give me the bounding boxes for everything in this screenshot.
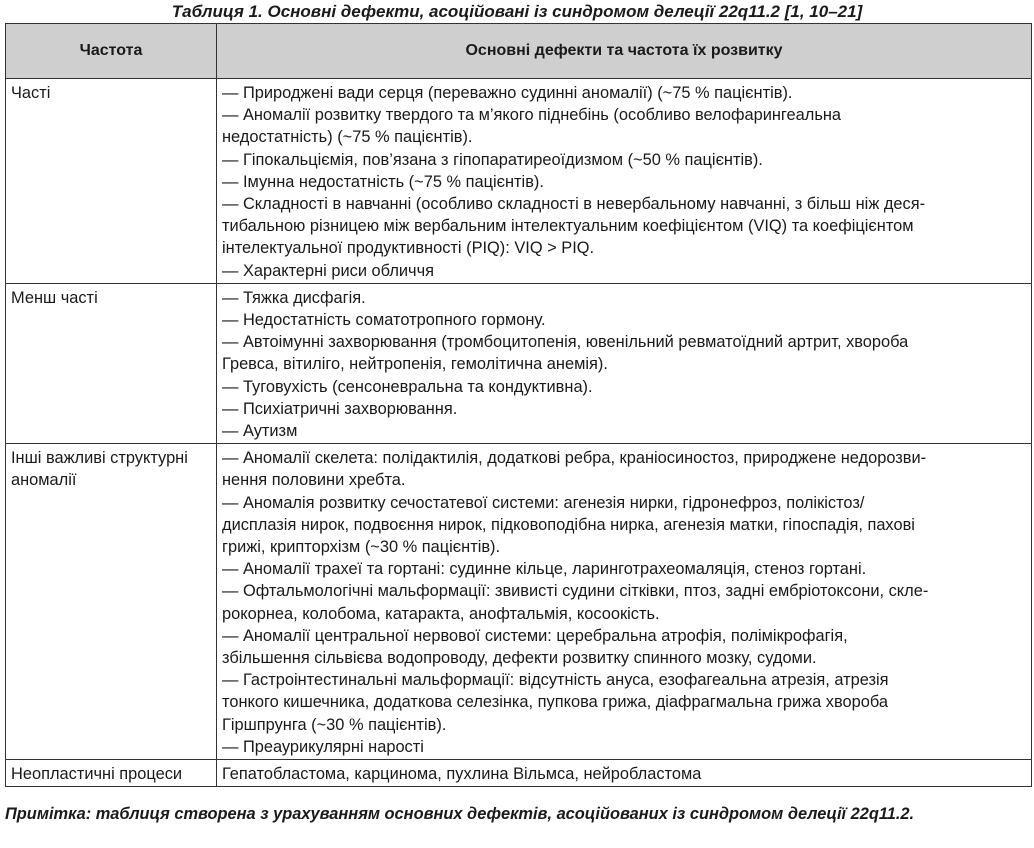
defect-line: тонкого кишечника, додаткова селезінка, пупкова грижа, діафрагмальна грижа хвороба [222,693,889,712]
defect-line: недостатність) (~75 % пацієнтів). [222,128,473,147]
defect-line: — Гіпокальціємія, пов’язана з гіпопаратиреоїдизмом (~50 % пацієнтів). [222,150,763,169]
defects-cell [217,79,1032,284]
frequency-label: Менш часті [11,288,98,307]
table-row [6,760,1032,787]
defects-cell [217,444,1032,760]
header-frequency: Частота [6,24,217,79]
defect-line: рокорнеа, колобома, катаракта, анофтальмія, косоокість. [222,604,660,623]
defect-line: Гепатобластома, карцинома, пухлина Вільмса, нейробластома [222,765,702,784]
defect-line: тибальною різницею між вербальним інтелектуальним коефіцієнтом (VIQ) та коефіцієнтом [222,217,914,236]
table-note: Примітка: таблиця створена з урахуванням основних дефектів, асоційованих із синдромом делеції 22q11.2. [5,805,915,823]
defect-line: — Аномалії трахеї та гортані: судинне кільце, ларинготрахеомаляція, стеноз гортані. [222,560,867,579]
defect-line: — Аутизм [222,422,298,441]
defect-line: — Тяжка дисфагія. [222,288,366,307]
defect-line: — Психіатричні захворювання. [222,399,458,418]
defect-line: — Природжені вади серця (переважно судинні аномалії) (~75 % пацієнтів). [222,84,793,102]
defect-line: — Аномалія розвитку сечостатевої системи: агенезія нирки, гідронефроз, полікістоз/ [222,493,865,512]
defect-line: — Недостатність соматотропного гормону. [222,311,546,330]
table-caption: Таблиця 1. Основні дефекти, асоційовані із синдромом делеції 22q11.2 [1, 10–21] [171,2,863,21]
table-row [6,283,1032,443]
defect-line: — Преаурикулярні наростi [222,737,424,756]
table-header-row [6,24,1032,79]
defect-line: — Складності в навчанні (особливо складності в невербальному навчанні, з більш ніж деся- [222,195,926,214]
defect-line: Гревса, вітиліго, нейтропенія, гемолітична анемія). [222,355,608,374]
defect-line: — Характерні риси обличчя [222,261,434,280]
defect-line: нення половини хребта. [222,471,406,490]
defect-line: інтелектуальної продуктивності (PIQ): VIQ > PIQ. [222,239,595,258]
defect-line: — Імунна недостатність (~75 % пацієнтів). [222,172,544,191]
frequency-cell [6,444,217,760]
frequency-label: Неопластичні процеси [11,765,183,784]
frequency-label: Інші важливі структурні аномалії [11,449,188,490]
defect-line: — Автоімунні захворювання (тромбоцитопенія, ювенільний ревматоїдний артрит, хвороба [222,333,909,352]
defect-line: Гіршпрунга (~30 % пацієнтів). [222,715,447,734]
frequency-cell [6,283,217,443]
defects-cell [217,760,1032,787]
defect-line: — Офтальмологічні мальформації: звивисті судини сітківки, птоз, задні ембріотоксони, скле- [222,582,929,601]
defect-line: — Аномалії розвитку твердого та м’якого піднебінь (особливо велофарингеальна [222,106,842,125]
table-row [6,79,1032,284]
frequency-label: Часті [11,84,51,102]
defect-line: — Аномалії скелета: полідактилія, додаткові ребра, краніосиностоз, природжене недорозви- [222,449,927,468]
defect-line: — Туговухість (сенсоневральна та кондуктивна). [222,377,593,396]
defect-line: дисплазія нирок, подвоєння нирок, підковоподібна нирка, агенезія матки, гіпоспадія, пахові [222,515,915,534]
defect-line: — Гастроінтестинальні мальформації: відсутність ануса, езофагеальна атрезія, атрезія [222,671,889,690]
defects-cell [217,283,1032,443]
table-row [6,444,1032,760]
frequency-cell [6,760,217,787]
defects-table [5,23,1032,787]
defect-line: — Аномалії центральної нервової системи: церебральна атрофія, полімікрофагія, [222,626,848,645]
frequency-cell [6,79,217,284]
header-defects: Основні дефекти та частота їх розвитку [217,24,1032,79]
defect-line: збільшення сільвієва водопроводу, дефекти розвитку спинного мозку, судоми. [222,649,817,668]
defect-line: грижі, крипторхізм (~30 % пацієнтів). [222,538,501,557]
